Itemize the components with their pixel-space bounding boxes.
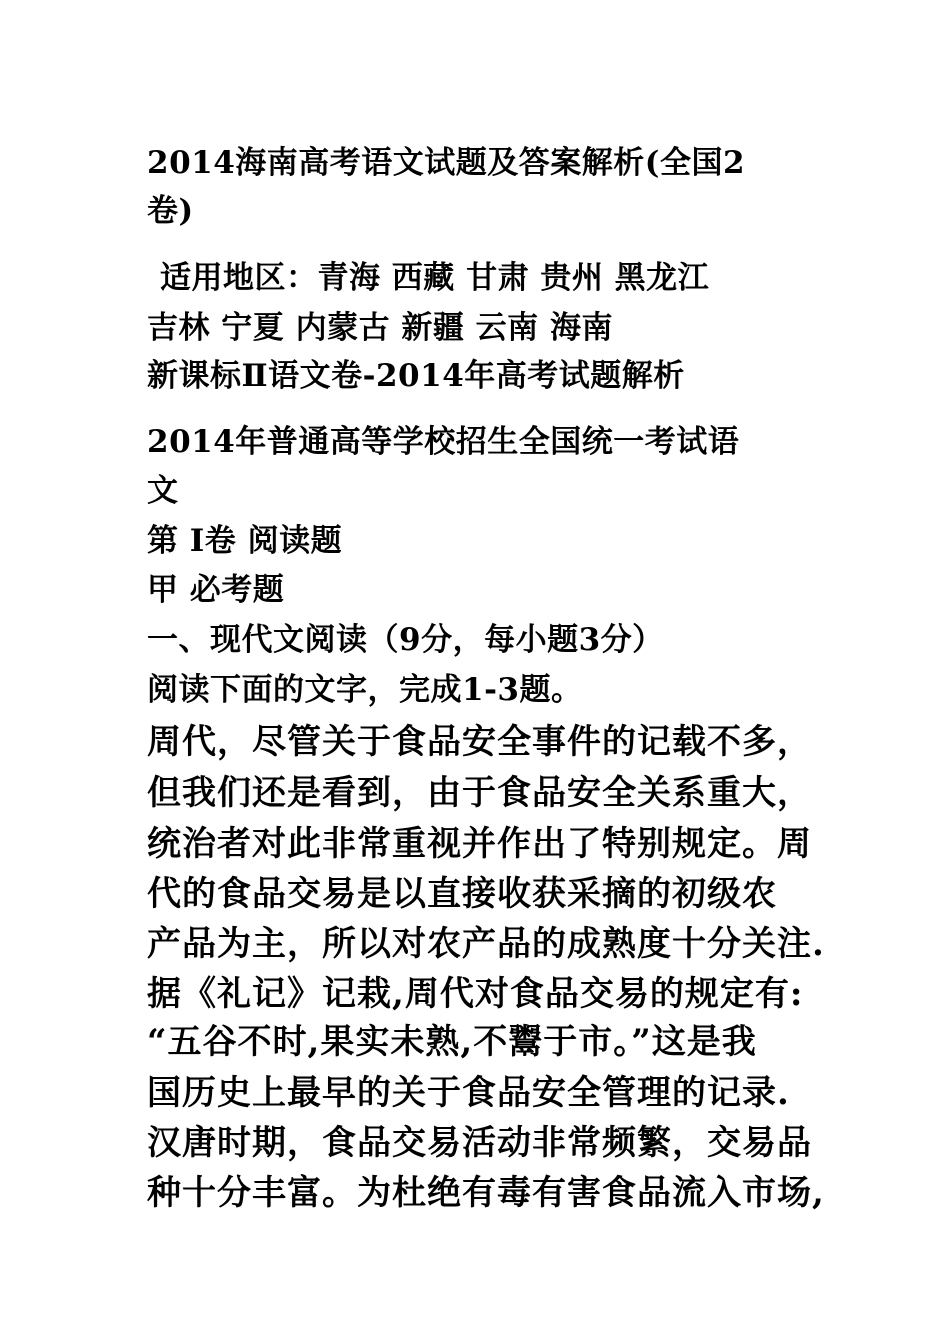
exam-subtitle: 新课标Ⅱ语文卷-2014年高考试题解析 xyxy=(147,358,685,394)
part-heading: 一、现代文阅读（9分，每小题3分） xyxy=(147,622,664,658)
regions-line-2: 吉林 宁夏 内蒙古 新疆 云南 海南 xyxy=(147,310,613,346)
regions-line-1: 适用地区：青海 西藏 甘肃 贵州 黑龙江 xyxy=(160,260,710,296)
document-title-line-2: 卷) xyxy=(147,193,194,229)
passage-line: 国历史上最早的关于食品安全管理的记录. xyxy=(147,1073,790,1113)
passage-line: 产品为主，所以对农产品的成熟度十分关注. xyxy=(147,924,825,964)
instruction-text: 阅读下面的文字，完成1-3题。 xyxy=(147,672,583,708)
exam-title-line-1: 2014年普通高等学校招生全国统一考试语 xyxy=(147,424,740,460)
section-heading: 甲 必考题 xyxy=(147,572,285,608)
passage-line: 但我们还是看到，由于食品安全关系重大， xyxy=(147,773,812,813)
document-title-line-1: 2014海南高考语文试题及答案解析(全国2 xyxy=(147,145,746,181)
volume-heading: 第 I卷 阅读题 xyxy=(147,523,343,559)
passage-line: “五谷不时,果实未熟,不鬻于市。”这是我 xyxy=(147,1022,757,1062)
passage-line: 汉唐时期，食品交易活动非常频繁，交易品 xyxy=(147,1123,812,1163)
passage-line: 统治者对此非常重视并作出了特别规定。周 xyxy=(147,824,812,864)
exam-title-line-2: 文 xyxy=(147,473,179,509)
passage-line: 据《礼记》记栽,周代对食品交易的规定有: xyxy=(147,974,804,1014)
passage-line: 种十分丰富。为杜绝有毒有害食品流入市场, xyxy=(147,1173,825,1213)
passage-line: 代的食品交易是以直接收获采摘的初级农 xyxy=(147,874,777,914)
passage-line: 周代，尽管关于食品安全事件的记载不多， xyxy=(147,722,812,762)
